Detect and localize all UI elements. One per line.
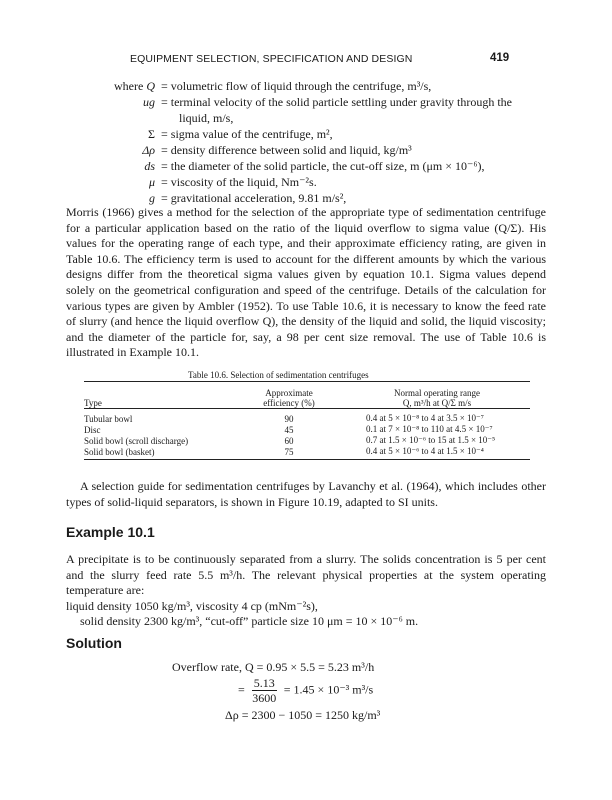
definition-row xyxy=(66,190,546,206)
table-header-range: Q, m³/h at Q/Σ m/s xyxy=(402,398,472,408)
table-row xyxy=(84,413,530,424)
definition-row xyxy=(66,174,546,190)
definition-row xyxy=(66,126,546,142)
equation-density-difference: Δρ = 2300 − 1050 = 1250 kg/m³ xyxy=(225,708,381,722)
page-number: 419 xyxy=(490,52,510,64)
equation-overflow-rate: Overflow rate, Q = 0.95 × 5.5 = 5.23 m³/h xyxy=(172,660,375,674)
definition-text: = viscosity of the liquid, Nm⁻²s. xyxy=(161,175,317,189)
table-cell-range: 0.4 at 5 × 10⁻⁶ to 4 at 1.5 × 10⁻⁴ xyxy=(366,446,484,456)
definition-symbol: Q xyxy=(146,79,155,93)
definition-row xyxy=(66,142,546,158)
table-header-row xyxy=(84,382,530,399)
body-paragraph: A selection guide for sedimentation centrifuges by Lavanchy et al. (1964), which includes other types of solid-liquid separators, is shown in Figure 10.19, adapted to SI units. xyxy=(66,479,546,509)
table-header-efficiency: efficiency (%) xyxy=(263,398,315,408)
definition-text: = volumetric flow of liquid through the centrifuge, m³/s, xyxy=(161,79,432,93)
fraction-numerator: 5.13 xyxy=(253,676,275,690)
definition-prefix: where xyxy=(114,79,144,93)
table-cell-type: Disc xyxy=(84,425,101,435)
definition-symbol: g xyxy=(149,191,155,205)
table-cell-range: 0.1 at 7 × 10⁻⁸ to 110 at 4.5 × 10⁻⁷ xyxy=(366,424,493,434)
equation-fraction xyxy=(252,676,277,705)
table-cell-efficiency: 60 xyxy=(284,436,294,446)
body-paragraph: Morris (1966) gives a method for the selection of the appropriate type of sedimentation centrifuge for a particular application based on the ratio of the liquid overflow to sigma value (Q/Σ). His values for the operating range of each type, and their approximate efficiency rating, are given in Table 10.6. The efficiency term is used to account for the different amounts by which the various designs differ from the theoretical sigma values given by equation 10.1. Sigma values depend solely on the geometrical configuration and speed of the centrifuge. Details of the calculation for various types are given by Ambler (1952). To use Table 10.6, it is necessary to know the feed rate of slurry (and hence the liquid overflow Q), the density of the liquid and solid, the liquid viscosity; and the diameter of the particle for, say, a 98 per cent size removal. The use of Table 10.6 is illustrated in Example 10.1. xyxy=(66,205,546,360)
definition-symbol: μ xyxy=(148,175,155,189)
solution-heading: Solution xyxy=(66,635,122,651)
definition-symbol: ds xyxy=(144,159,155,173)
table-cell-type: Tubular bowl xyxy=(84,414,133,424)
table-cell-type: Solid bowl (scroll discharge) xyxy=(84,436,189,446)
table-row xyxy=(84,446,530,457)
table-header-row xyxy=(84,398,530,409)
symbol-definitions xyxy=(66,78,546,206)
example-text xyxy=(66,552,546,630)
definition-text: = gravitational acceleration, 9.81 m/s², xyxy=(161,191,347,205)
definition-row xyxy=(66,158,546,174)
table-cell-range: 0.7 at 1.5 × 10⁻⁶ to 15 at 1.5 × 10⁻⁵ xyxy=(366,435,496,445)
running-title: EQUIPMENT SELECTION, SPECIFICATION AND DESIGN xyxy=(130,53,413,65)
table-cell-type: Solid bowl (basket) xyxy=(84,447,155,457)
fraction-denominator: 3600 xyxy=(252,691,277,705)
definition-row xyxy=(66,110,546,126)
definition-text: = sigma value of the centrifuge, m², xyxy=(161,127,333,141)
example-statement: A precipitate is to be continuously separated from a slurry. The solids concentration is 5 per cent and the slurry feed rate 5.5 m³/h. The relevant physical properties at the system operating temperature are: xyxy=(66,552,546,598)
definition-row xyxy=(66,94,546,110)
table-row xyxy=(84,424,530,435)
table-caption: Table 10.6. Selection of sedimentation centrifuges xyxy=(188,370,369,380)
definition-text: liquid, m/s, xyxy=(179,111,234,125)
equation-equals: = xyxy=(238,682,245,697)
table-cell-efficiency: 75 xyxy=(284,447,294,457)
definition-symbol: Δρ xyxy=(142,143,155,157)
table-header-range: Normal operating range xyxy=(394,388,480,398)
table-cell-range: 0.4 at 5 × 10⁻⁸ to 4 at 3.5 × 10⁻⁷ xyxy=(366,413,484,423)
definition-text: = the diameter of the solid particle, the cut-off size, m (μm × 10⁻⁶), xyxy=(161,159,485,173)
example-line: liquid density 1050 kg/m³, viscosity 4 cp (mNm⁻²s), xyxy=(66,598,318,613)
definition-symbol: ug xyxy=(143,95,155,109)
centrifuge-selection-table xyxy=(84,381,530,460)
definition-row xyxy=(66,78,546,94)
definition-text: = density difference between solid and liquid, kg/m³ xyxy=(161,143,412,157)
definition-symbol: Σ xyxy=(148,127,155,141)
example-line: solid density 2300 kg/m³, “cut-off” particle size 10 μm = 10 × 10⁻⁶ m. xyxy=(80,614,419,629)
table-cell-efficiency: 90 xyxy=(284,414,294,424)
equation-result: = 1.45 × 10⁻³ m³/s xyxy=(283,682,374,697)
equation-flow-conversion xyxy=(238,676,373,705)
table-header-efficiency: Approximate xyxy=(265,388,313,398)
example-heading: Example 10.1 xyxy=(66,524,155,540)
table-row xyxy=(84,435,530,446)
definition-text: = terminal velocity of the solid particle settling under gravity through the xyxy=(161,95,513,109)
table-header-type: Type xyxy=(84,398,102,408)
table-cell-efficiency: 45 xyxy=(284,425,294,435)
